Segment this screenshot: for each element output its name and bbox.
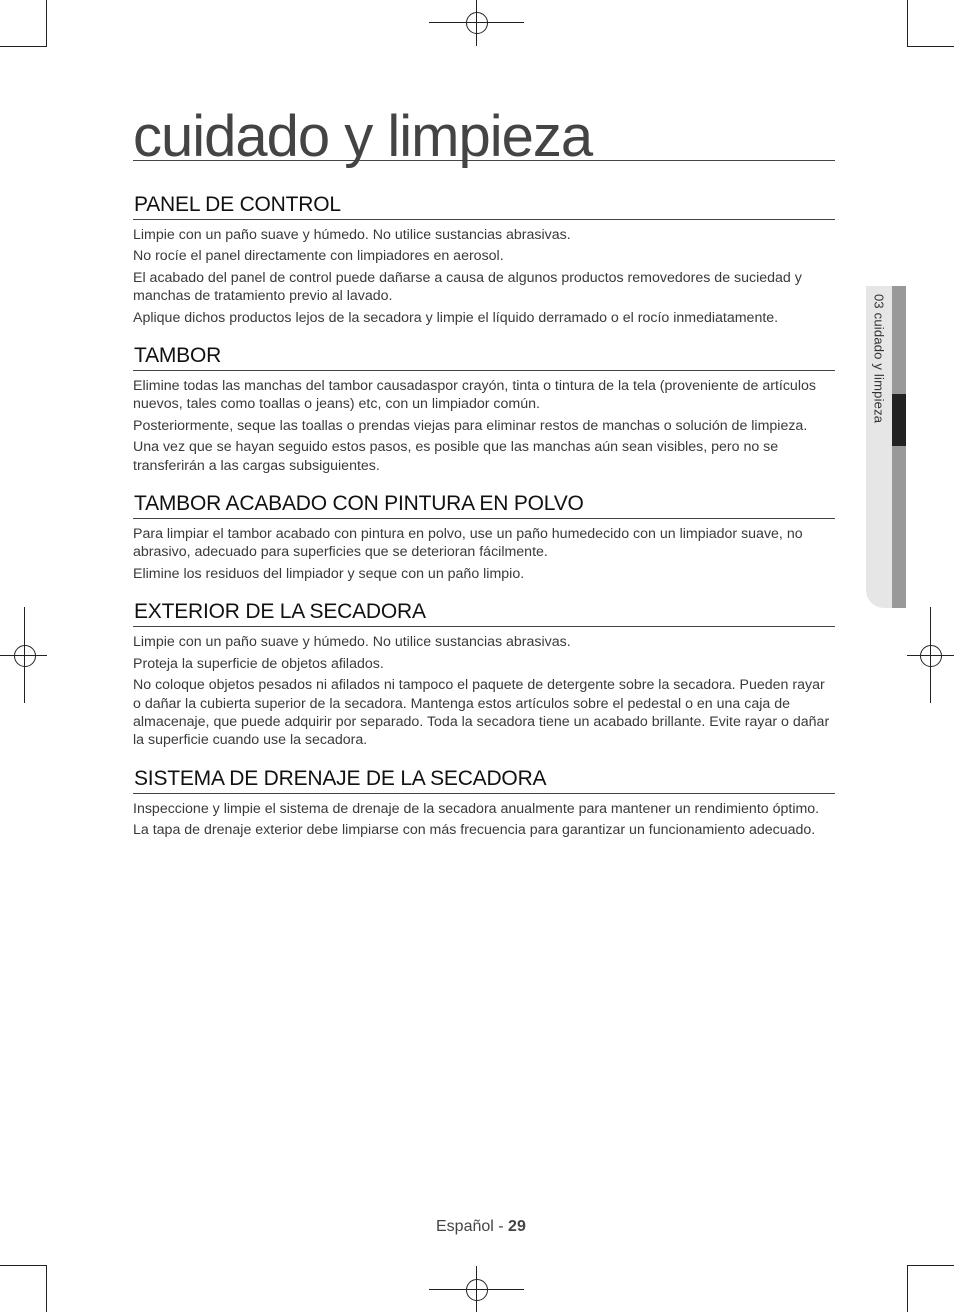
paragraph: Limpie con un paño suave y húmedo. No utilice sustancias abrasivas. bbox=[133, 227, 571, 243]
chapter-tab-bar bbox=[892, 286, 906, 608]
page-title: cuidado y limpieza bbox=[133, 104, 835, 161]
crop-mark bbox=[46, 1265, 47, 1312]
crop-mark bbox=[907, 46, 954, 47]
paragraph: Inspeccione y limpie el sistema de drenaje de la secadora anualmente para mantener un rendimiento óptimo. bbox=[133, 800, 820, 817]
crop-mark bbox=[0, 1265, 47, 1266]
section-tambor bbox=[133, 343, 835, 475]
registration-circle bbox=[466, 12, 488, 34]
section-heading: TAMBOR bbox=[133, 343, 835, 371]
paragraph: La tapa de drenaje exterior debe limpiarse con más frecuencia para garantizar un funcionamiento adecuado. bbox=[133, 822, 816, 839]
paragraph: Aplique dichos productos lejos de la secadora y limpie el líquido derramado o el rocío inmediatamente. bbox=[133, 309, 779, 326]
page-footer bbox=[436, 1218, 526, 1236]
chapter-tab-indicator bbox=[892, 394, 906, 446]
section-exterior-secadora bbox=[133, 599, 835, 749]
paragraph: No coloque objetos pesados ni afilados ni tampoco el paquete de detergente sobre la secadora. Pueden rayar o dañar la cubierta superior de la secadora. Mantenga estos artículos sobre el pedestal o en una caja de almacenaje, que puede adquirir por separado. Toda la secadora tiene un acabado brillante. Evite rayar o dañar la superficie cuando use la secadora. bbox=[133, 677, 830, 749]
section-heading: PANEL DE CONTROL bbox=[133, 192, 835, 220]
section-panel-de-control bbox=[133, 192, 835, 327]
registration-circle bbox=[920, 645, 942, 667]
paragraph: Limpie con un paño suave y húmedo. No utilice sustancias abrasivas. bbox=[133, 634, 571, 651]
paragraph: No rocíe el panel directamente con limpiadores en aerosol. bbox=[133, 248, 504, 265]
section-tambor-pintura-polvo bbox=[133, 491, 835, 583]
registration-circle bbox=[14, 645, 36, 667]
section-heading: SISTEMA DE DRENAJE DE LA SECADORA bbox=[133, 766, 835, 794]
paragraph: Una vez que se hayan seguido estos pasos, es posible que las manchas aún sean visibles, pero no se transferirán a las cargas subsiguientes. bbox=[133, 439, 779, 474]
section-heading: TAMBOR ACABADO CON PINTURA EN POLVO bbox=[133, 491, 835, 519]
paragraph: Elimine todas las manchas del tambor causadaspor crayón, tinta o tintura de la tela (proveniente de artículos nuevos, tales como toallas o jeans) etc, con un limpiador común. bbox=[133, 378, 816, 413]
paragraph: Para limpiar el tambor acabado con pintura en polvo, use un paño humedecido con un limpiador suave, no abrasivo, adecuado para superficies que se deterioran fácilmente. bbox=[133, 526, 803, 561]
chapter-tab-label: 03 cuidado y limpieza bbox=[871, 294, 887, 424]
paragraph: Proteja la superficie de objetos afilados. bbox=[133, 655, 384, 672]
page-number: 29 bbox=[508, 1218, 526, 1235]
main-content bbox=[133, 192, 835, 856]
crop-mark bbox=[46, 0, 47, 47]
crop-mark bbox=[907, 1265, 908, 1312]
registration-circle bbox=[466, 1279, 488, 1301]
paragraph: Posteriormente, seque las toallas o prendas viejas para eliminar restos de manchas o solución de limpieza. bbox=[133, 417, 808, 434]
crop-mark bbox=[0, 46, 47, 47]
footer-language: Español - bbox=[436, 1218, 509, 1235]
section-sistema-drenaje bbox=[133, 766, 835, 840]
crop-mark bbox=[907, 0, 908, 47]
section-heading: EXTERIOR DE LA SECADORA bbox=[133, 599, 835, 627]
paragraph: El acabado del panel de control puede dañarse a causa de algunos productos removedores de suciedad y manchas de tratamiento previo al lavado. bbox=[133, 269, 802, 305]
paragraph: Elimine los residuos del limpiador y seque con un paño limpio. bbox=[133, 565, 525, 582]
crop-mark bbox=[907, 1265, 954, 1266]
